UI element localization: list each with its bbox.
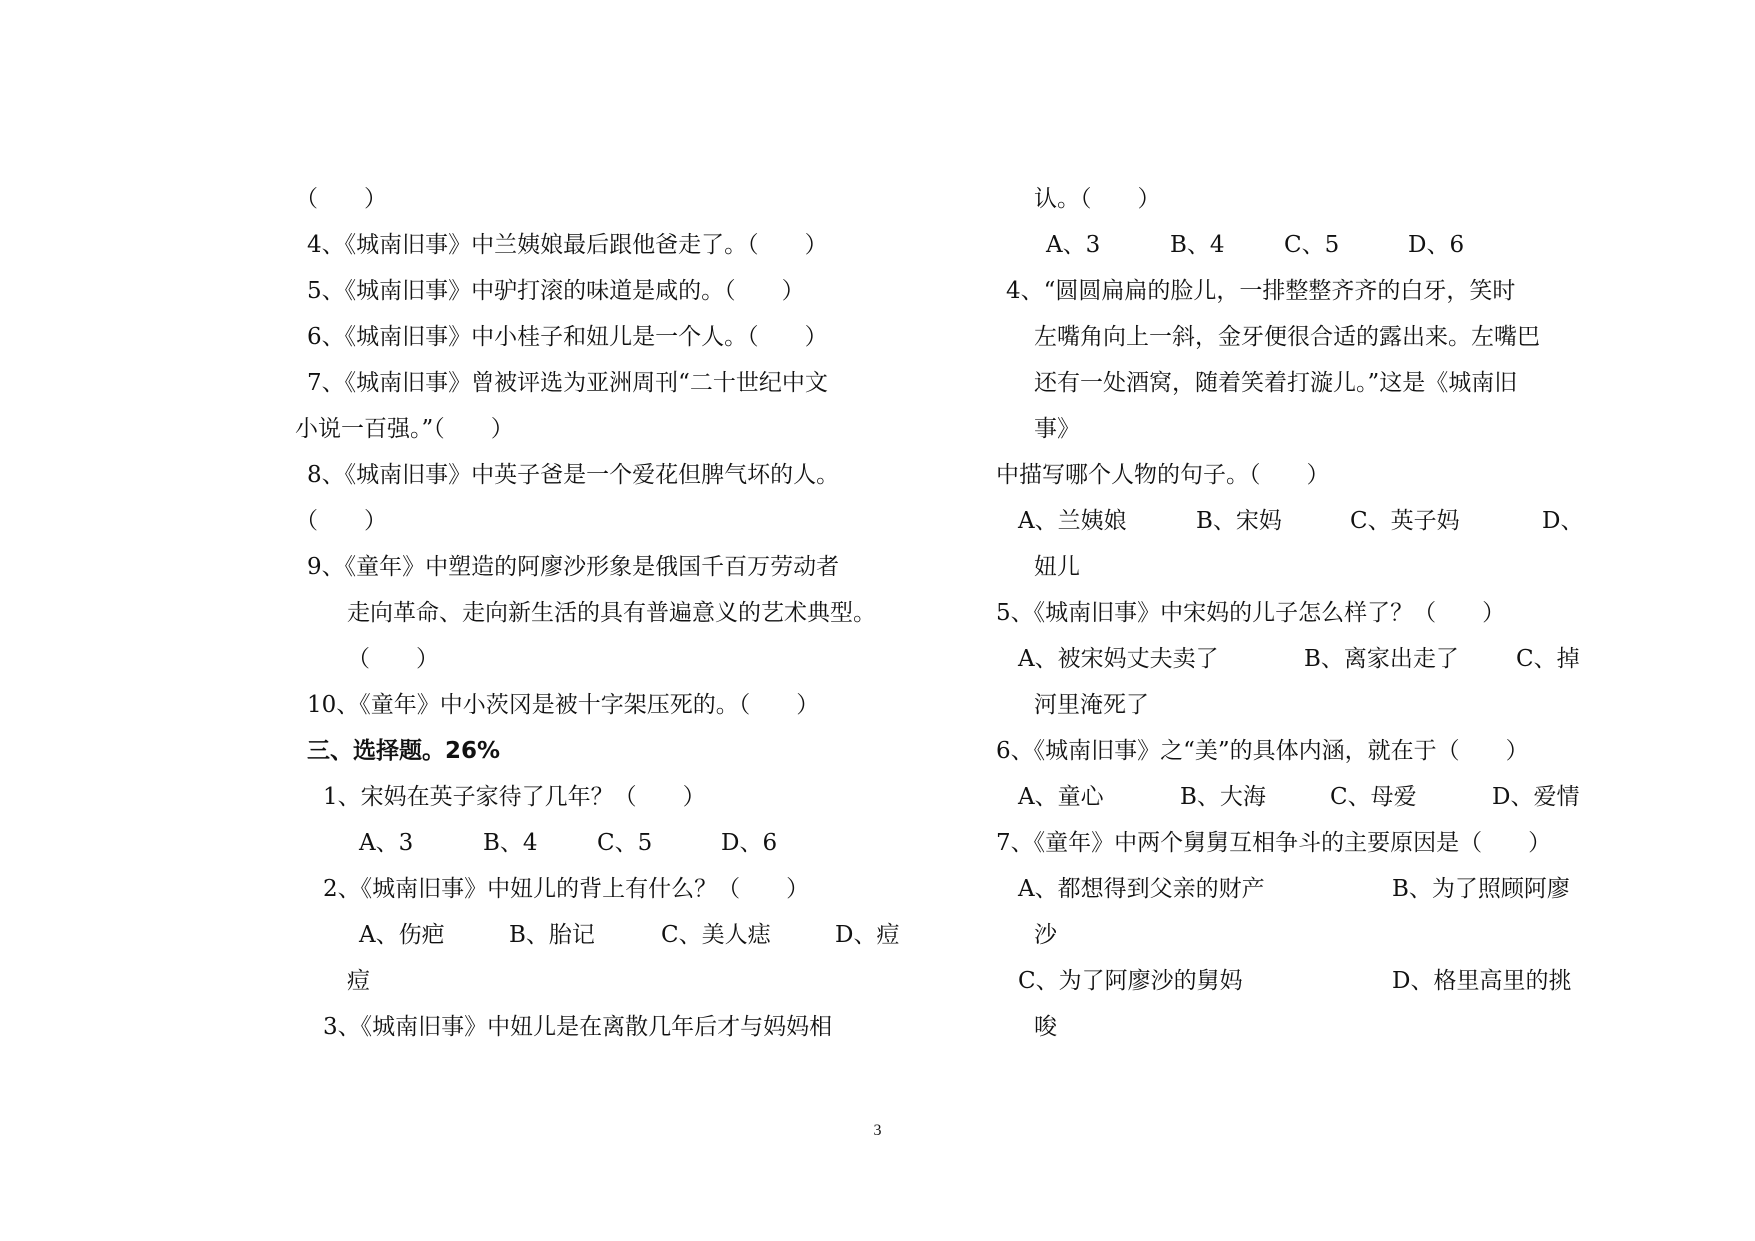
option-c: C、英子妈 [1350,508,1460,534]
mc-question-2-wrap: 痘 [347,968,370,994]
mc-question-7: 7、《童年》中两个舅舅互相争斗的主要原因是（ ） [996,830,1552,856]
tf-question-7-cont: 小说一百强。”（ ） [295,416,514,442]
tf-question-9-cont: 走向革命、走向新生活的具有普遍意义的艺术典型。 [347,600,876,626]
mc-question-7-option-c: C、为了阿廖沙的舅妈 [1018,968,1243,994]
mc-question-7-option-b: B、为了照顾阿廖 [1392,876,1570,902]
mc-question-7-wrap-2: 唆 [1034,1014,1057,1040]
tf-question-9: 9、《童年》中塑造的阿廖沙形象是俄国千百万劳动者 [307,554,840,580]
mc-question-6-options [1018,782,1579,812]
tf-question-10: 10、《童年》中小茨冈是被十字架压死的。（ ） [307,692,820,718]
tf-question-9-blank: （ ） [347,646,439,672]
page-number: 3 [873,1122,882,1139]
tf-q3-answer-blank: （ ） [295,186,387,212]
mc-question-7-option-d: D、格里高里的挑 [1392,968,1572,994]
mc-question-2: 2、《城南旧事》中妞儿的背上有什么？（ ） [323,876,810,902]
section-3-title: 三、选择题。26% [307,738,501,764]
option-d: D、6 [721,830,778,856]
option-d: D、6 [1408,232,1465,258]
mc-question-4-options [1018,506,1583,536]
mc-question-4-line-5: 中描写哪个人物的句子。（ ） [996,462,1330,488]
mc-question-7-wrap-1: 沙 [1034,922,1057,948]
option-d: D、爱情 [1492,784,1580,810]
tf-question-7: 7、《城南旧事》曾被评选为亚洲周刊“二十世纪中文 [307,370,828,396]
mc-question-2-options [359,920,899,950]
option-c: C、5 [1284,232,1340,258]
option-b: B、胎记 [509,922,595,948]
mc-question-5-wrap: 河里淹死了 [1034,692,1149,718]
mc-question-4-wrap: 妞儿 [1034,554,1080,580]
option-a: A、伤疤 [359,922,445,948]
tf-question-6: 6、《城南旧事》中小桂子和妞儿是一个人。（ ） [307,324,828,350]
option-b: B、4 [483,830,538,856]
mc-question-4-line-3: 还有一处酒窝，随着笑着打漩儿。”这是《城南旧 [1034,370,1518,396]
mc-question-4: 4、“圆圆扁扁的脸儿，一排整整齐齐的白牙，笑时 [1006,278,1516,304]
mc-question-4-line-4: 事》 [1034,416,1080,442]
option-a: A、3 [359,830,414,856]
tf-question-8: 8、《城南旧事》中英子爸是一个爱花但脾气坏的人。 [307,462,840,488]
mc-question-1-options [359,828,777,858]
option-b: B、宋妈 [1196,508,1282,534]
option-d: D、 [1542,508,1584,534]
mc-question-3: 3、《城南旧事》中妞儿是在离散几年后才与妈妈相 [323,1014,833,1040]
option-b: B、4 [1170,232,1225,258]
mc-question-3-cont: 认。（ ） [1034,186,1161,212]
option-a: A、兰姨娘 [1018,508,1127,534]
mc-question-3-options [1046,230,1464,260]
option-a: A、童心 [1018,784,1104,810]
option-c: C、美人痣 [661,922,771,948]
option-b: B、离家出走了 [1304,646,1459,672]
mc-question-5: 5、《城南旧事》中宋妈的儿子怎么样了？（ ） [996,600,1506,626]
mc-question-6: 6、《城南旧事》之“美”的具体内涵，就在于（ ） [996,738,1529,764]
mc-question-7-option-a: A、都想得到父亲的财产 [1018,876,1265,902]
tf-question-5: 5、《城南旧事》中驴打滚的味道是咸的。（ ） [307,278,805,304]
mc-question-1: 1、宋妈在英子家待了几年？（ ） [323,784,706,810]
mc-question-4-line-2: 左嘴角向上一斜，金牙便很合适的露出来。左嘴巴 [1034,324,1540,350]
mc-question-5-options [1018,644,1580,674]
option-c: C、5 [597,830,653,856]
option-c: C、掉 [1516,646,1580,672]
option-d: D、痘 [835,922,900,948]
option-c: C、母爱 [1330,784,1417,810]
tf-question-4: 4、《城南旧事》中兰姨娘最后跟他爸走了。（ ） [307,232,828,258]
option-a: A、被宋妈丈夫卖了 [1018,646,1219,672]
option-a: A、3 [1046,232,1101,258]
tf-question-8-blank: （ ） [295,508,387,534]
option-b: B、大海 [1180,784,1266,810]
